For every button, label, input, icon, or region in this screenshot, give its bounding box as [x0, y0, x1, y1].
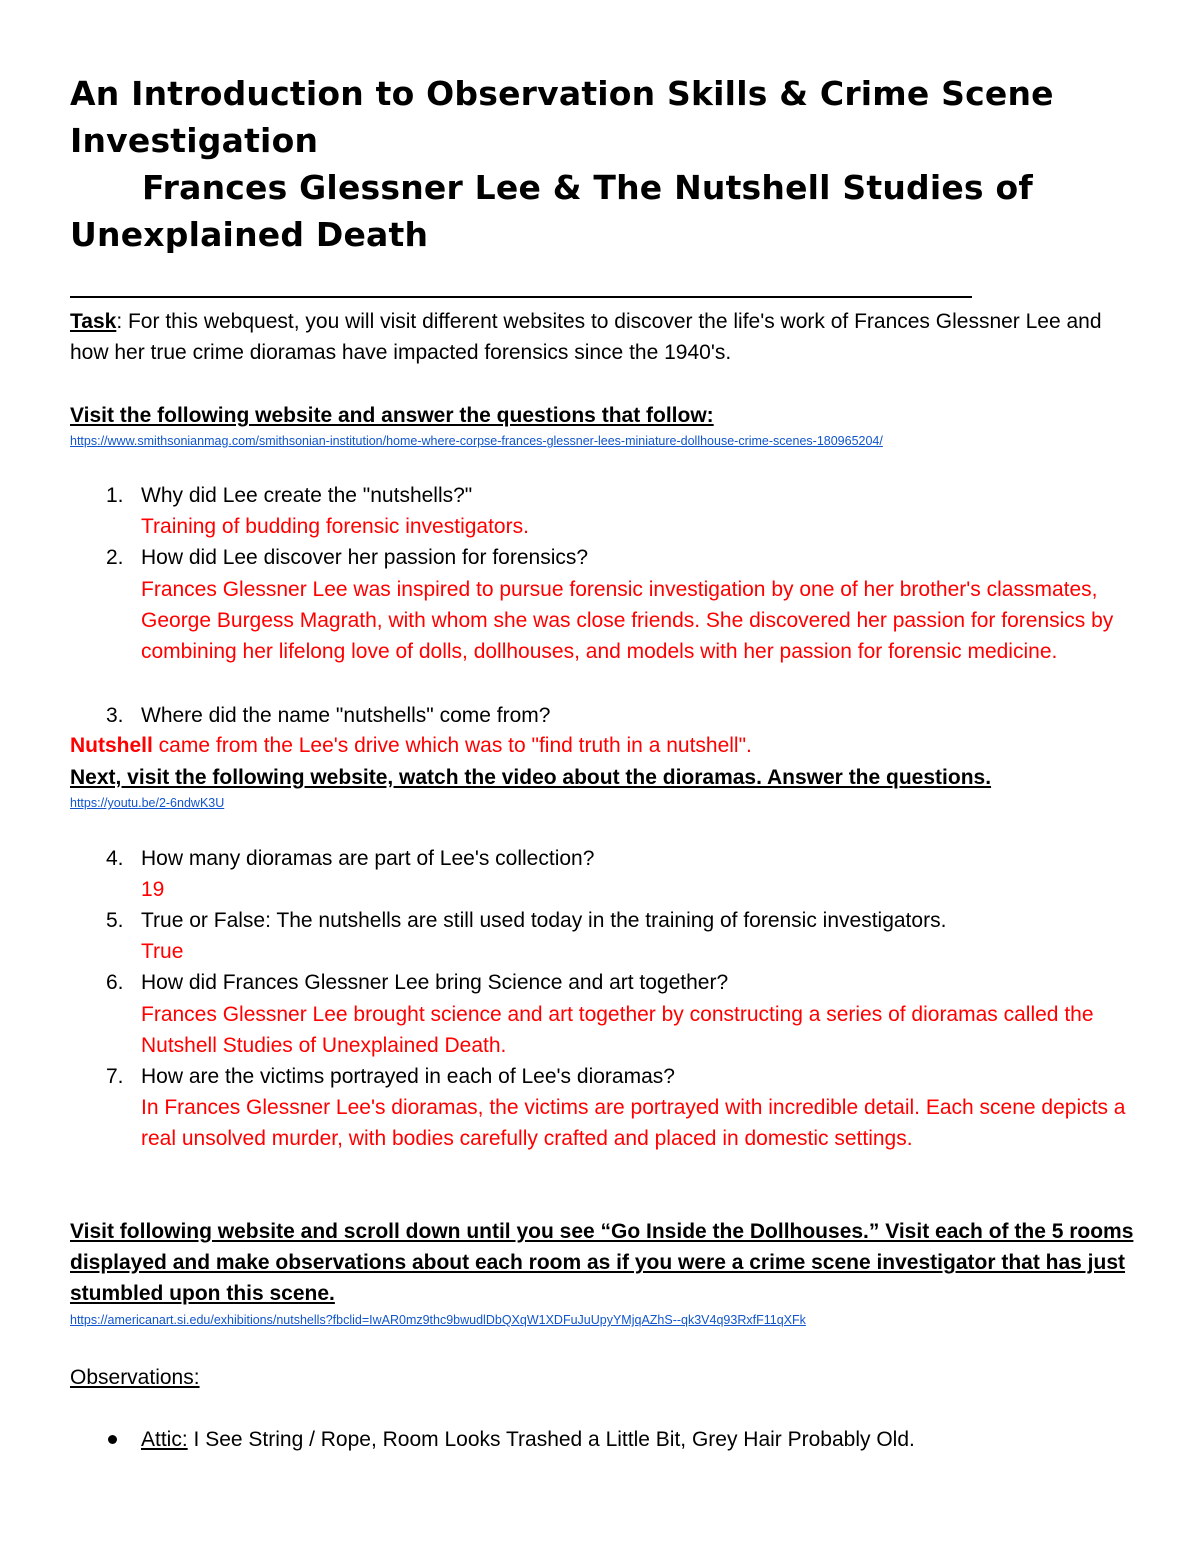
answer-3 — [70, 730, 1130, 761]
title-line-2: Investigation — [70, 121, 319, 160]
question-number: 5. — [106, 909, 124, 932]
answer-3-rest: came from the Lee's drive which was to "find truth in a nutshell". — [152, 734, 752, 757]
subtitle-line-2: Unexplained Death — [70, 215, 429, 254]
question-number: 1. — [106, 484, 124, 507]
question-number: 4. — [106, 847, 124, 870]
question-text: True or False: The nutshells are still used today in the training of forensic investigators. — [141, 909, 947, 932]
answer-4: 19 — [141, 878, 165, 901]
section-heading-2: Next, visit the following website, watch the video about the dioramas. Answer the questions. — [70, 766, 992, 789]
document-title — [70, 70, 1130, 258]
question-text: How did Frances Glessner Lee bring Science and art together? — [141, 971, 729, 994]
youtube-link[interactable]: https://youtu.be/2-6ndwK3U — [70, 796, 225, 810]
question-text: How did Lee discover her passion for forensics? — [141, 546, 589, 569]
observation-label: Attic: — [141, 1428, 188, 1451]
smithsonian-link[interactable]: https://www.smithsonianmag.com/smithsonian-institution/home-where-corpse-frances-glessner-lees-miniature-dollhouse-crime-scenes-180965204/ — [70, 434, 883, 448]
horizontal-rule — [70, 296, 972, 298]
answer-6: Frances Glessner Lee brought science and art together by constructing a series of dioramas called the Nutshell Studies of Unexplained Death. — [141, 1003, 1094, 1057]
answer-5: True — [141, 940, 184, 963]
observations-label: Observations: — [70, 1366, 200, 1389]
question-text: How are the victims portrayed in each of Lee's dioramas? — [141, 1065, 675, 1088]
question-number: 3. — [106, 704, 124, 727]
answer-7: In Frances Glessner Lee's dioramas, the victims are portrayed with incredible detail. Each scene depicts a real unsolved murder, with bodies carefully crafted and placed in domestic settings. — [141, 1096, 1126, 1150]
question-text: How many dioramas are part of Lee's collection? — [141, 847, 595, 870]
bullet-icon — [108, 1435, 117, 1444]
answer-2: Frances Glessner Lee was inspired to pursue forensic investigation by one of her brother's classmates, George Burgess Magrath, with whom she was close friends. She discovered her passion for forensics by combining her lifelong love of dolls, dollhouses, and models with her passion for forensic medicine. — [141, 578, 1114, 663]
subtitle-line-1: Frances Glessner Lee & The Nutshell Studies of — [142, 168, 1033, 207]
question-text: Where did the name "nutshells" come from? — [141, 704, 551, 727]
answer-3-bold: Nutshell — [70, 734, 153, 757]
question-number: 2. — [106, 546, 124, 569]
task-paragraph — [70, 306, 1130, 368]
question-text: Why did Lee create the "nutshells?" — [141, 484, 473, 507]
answer-1: Training of budding forensic investigators. — [141, 515, 529, 538]
task-text: : For this webquest, you will visit different websites to discover the life's work of Frances Glessner Lee and how her true crime dioramas have impacted forensics since the 1940's. — [70, 310, 1102, 364]
question-number: 7. — [106, 1065, 124, 1088]
americanart-link[interactable]: https://americanart.si.edu/exhibitions/nutshells?fbclid=IwAR0mz9thc9bwudlDbQXqW1XDFuJuUpyYMjqAZhS--qk3V4q93RxfF11qXFk — [70, 1313, 806, 1327]
observation-detail: I See String / Rope, Room Looks Trashed a Little Bit, Grey Hair Probably Old. — [187, 1428, 915, 1451]
observation-text — [141, 1424, 1131, 1455]
section-heading-1: Visit the following website and answer the questions that follow: — [70, 404, 714, 427]
title-line-1: An Introduction to Observation Skills & Crime Scene — [70, 74, 1054, 113]
question-number: 6. — [106, 971, 124, 994]
task-label: Task — [70, 310, 117, 333]
section-heading-3: Visit following website and scroll down until you see “Go Inside the Dollhouses.” Visit each of the 5 rooms displayed and make observations about each room as if you were a crime scene investigator that has just stumbled upon this scene. — [70, 1220, 1134, 1305]
